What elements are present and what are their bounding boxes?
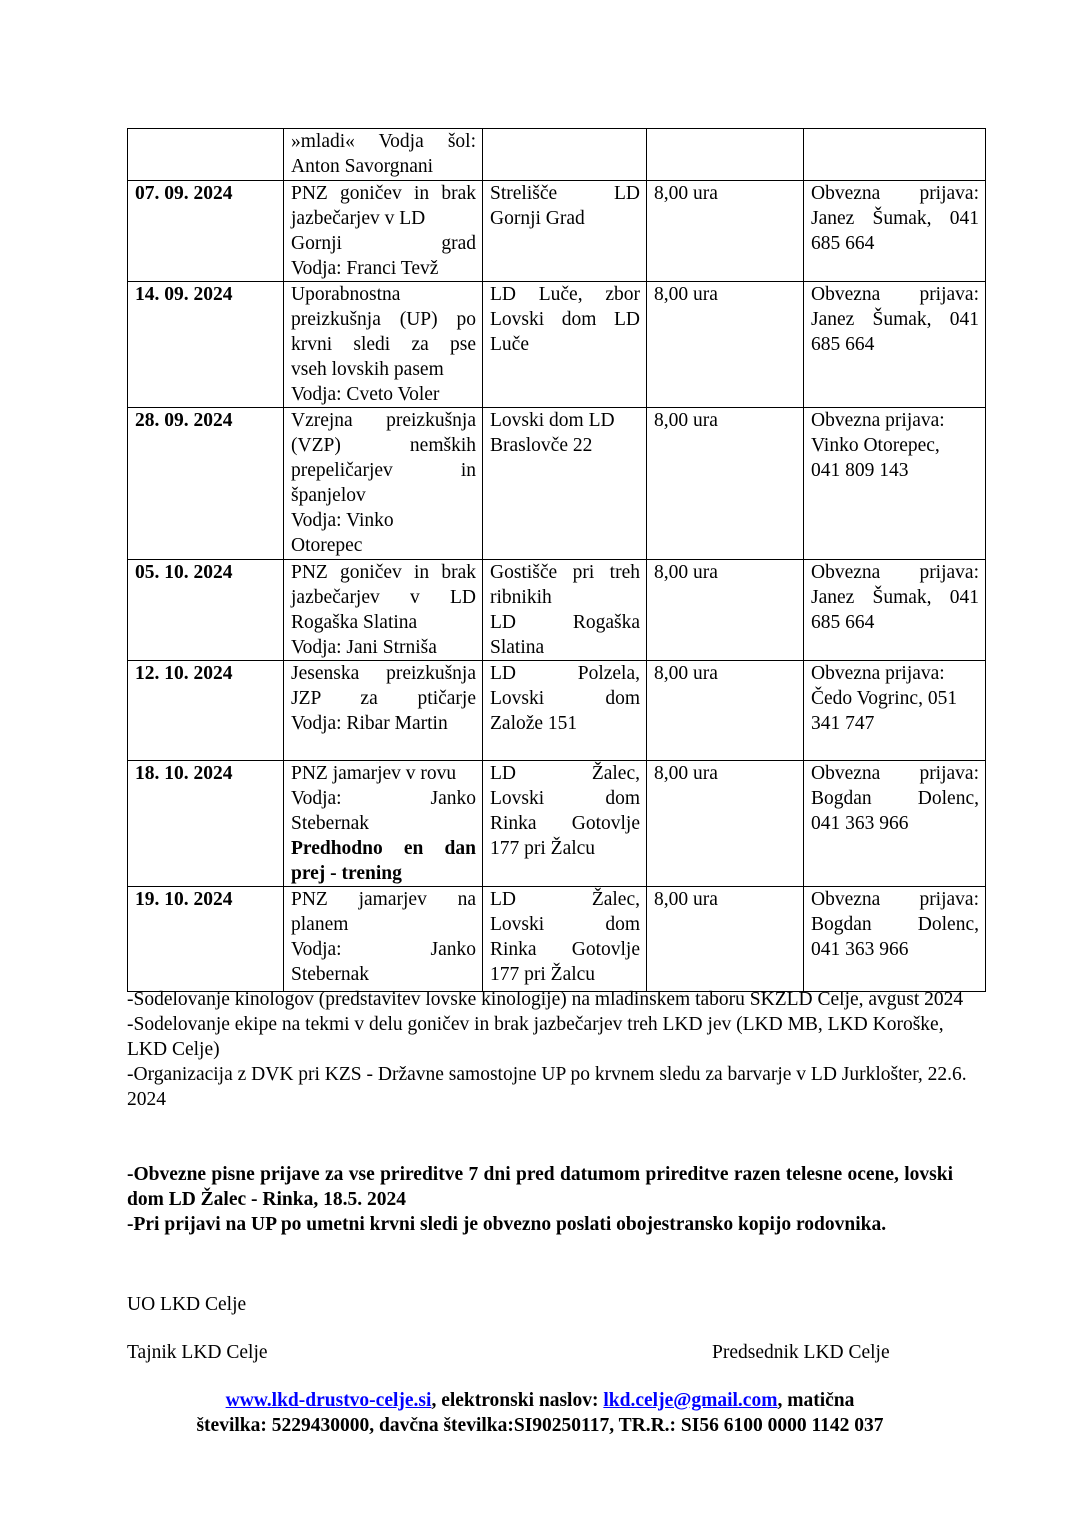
event-location-line: Gostišče pri treh bbox=[490, 562, 640, 583]
event-contact-line: 341 747 bbox=[811, 713, 875, 734]
event-contact-line: 041 363 966 bbox=[811, 939, 909, 960]
event-location bbox=[483, 761, 647, 887]
event-location-line: Lovski dom LD bbox=[490, 309, 640, 330]
event-description bbox=[284, 408, 483, 560]
event-contact-line: 685 664 bbox=[811, 334, 875, 355]
event-description-line: Vodja: Janko bbox=[291, 788, 476, 809]
event-date bbox=[128, 129, 284, 181]
event-location bbox=[483, 560, 647, 661]
event-location-line: ribnikih bbox=[490, 587, 552, 608]
event-location bbox=[483, 181, 647, 282]
schedule-row bbox=[128, 887, 986, 992]
event-description-line: PNZ jamarjev na bbox=[291, 889, 476, 910]
event-description bbox=[284, 560, 483, 661]
note-item: -Sodelovanje kinologov (predstavitev lovske kinologije) na mladinskem taboru SKZLD Celje, avgust 2024 bbox=[127, 989, 964, 1010]
event-description-line: Jesenska preizkušnja bbox=[291, 663, 476, 684]
event-location-line: Rinka Gotovlje bbox=[490, 813, 640, 834]
event-location-line: LD Polzela, bbox=[490, 663, 640, 684]
event-contact-line: Janez Šumak, 041 bbox=[811, 309, 979, 330]
event-time bbox=[647, 129, 804, 181]
event-location-line: Lovski dom LD bbox=[490, 410, 615, 431]
event-contact-line: Bogdan Dolenc, bbox=[811, 914, 979, 935]
event-date: 12. 10. 2024 bbox=[128, 661, 284, 761]
event-date: 07. 09. 2024 bbox=[128, 181, 284, 282]
event-location-line: Lovski dom bbox=[490, 914, 640, 935]
event-description-line: Gornji grad bbox=[291, 233, 476, 254]
event-contact bbox=[804, 282, 986, 408]
event-description-line: preizkušnja (UP) po bbox=[291, 309, 476, 330]
event-date: 18. 10. 2024 bbox=[128, 761, 284, 887]
event-location bbox=[483, 282, 647, 408]
event-contact-line: 685 664 bbox=[811, 233, 875, 254]
event-contact-line: 041 809 143 bbox=[811, 460, 909, 481]
event-description-line: Vodja: Vinko bbox=[291, 510, 394, 531]
event-contact-line: Obvezna prijava: bbox=[811, 663, 945, 684]
event-description-line: Uporabnostna bbox=[291, 284, 401, 305]
email-label: , elektronski naslov: bbox=[431, 1390, 604, 1411]
event-description-line: PNZ goničev in brak bbox=[291, 562, 476, 583]
event-description-line: Vodja: Cveto Voler bbox=[291, 384, 440, 405]
event-contact-line: Obvezna prijava: bbox=[811, 562, 979, 583]
event-location-line: Slatina bbox=[490, 637, 545, 658]
important-notice bbox=[127, 1162, 953, 1237]
schedule-row bbox=[128, 560, 986, 661]
event-description-line: »mladi« Vodja šol: bbox=[291, 131, 476, 152]
event-date: 19. 10. 2024 bbox=[128, 887, 284, 992]
event-time: 8,00 ura bbox=[647, 761, 804, 887]
event-description-line: Stebernak bbox=[291, 813, 369, 834]
schedule-row bbox=[128, 761, 986, 887]
event-time: 8,00 ura bbox=[647, 181, 804, 282]
event-description bbox=[284, 282, 483, 408]
event-note-line: Predhodno en dan bbox=[291, 838, 476, 859]
event-contact-line: Obvezna prijava: bbox=[811, 410, 945, 431]
schedule-row bbox=[128, 181, 986, 282]
registration-label: , matična bbox=[777, 1390, 855, 1411]
event-time: 8,00 ura bbox=[647, 282, 804, 408]
event-date: 14. 09. 2024 bbox=[128, 282, 284, 408]
footer-line-2: številka: 5229430000, davčna številka:SI90250117, TR.R.: SI56 6100 0000 1142 037 bbox=[196, 1415, 884, 1436]
event-description-line: Rogaška Slatina bbox=[291, 612, 418, 633]
notes-section bbox=[127, 987, 985, 1112]
event-description-line: JZP za ptičarje bbox=[291, 688, 476, 709]
event-description-line: jazbečarjev v LD bbox=[291, 587, 476, 608]
events-schedule-table bbox=[127, 128, 986, 992]
president-signature: Predsednik LKD Celje bbox=[712, 1342, 890, 1363]
event-description bbox=[284, 181, 483, 282]
event-time: 8,00 ura bbox=[647, 887, 804, 992]
event-contact bbox=[804, 761, 986, 887]
event-location-line: Strelišče LD bbox=[490, 183, 640, 204]
website-link[interactable]: www.lkd-drustvo-celje.si bbox=[225, 1390, 432, 1411]
event-time: 8,00 ura bbox=[647, 408, 804, 560]
schedule-row bbox=[128, 661, 986, 761]
event-description-line: Vodja: Ribar Martin bbox=[291, 713, 448, 734]
event-location-line: LD Žalec, bbox=[490, 763, 640, 784]
event-description-line: PNZ goničev in brak bbox=[291, 183, 476, 204]
event-description-line: Vodja: Jani Strniša bbox=[291, 637, 437, 658]
event-note-line: prej - trening bbox=[291, 863, 402, 884]
event-contact-line: Janez Šumak, 041 bbox=[811, 208, 979, 229]
event-description-line: Vodja: Janko bbox=[291, 939, 476, 960]
event-location-line: LD Žalec, bbox=[490, 889, 640, 910]
secretary-signature: Tajnik LKD Celje bbox=[127, 1342, 268, 1363]
event-description-line: PNZ jamarjev v rovu bbox=[291, 763, 457, 784]
event-contact-line: Obvezna prijava: bbox=[811, 183, 979, 204]
schedule-row bbox=[128, 282, 986, 408]
event-location-line: Rinka Gotovlje bbox=[490, 939, 640, 960]
event-contact-line: Vinko Otorepec, bbox=[811, 435, 940, 456]
event-contact-line: Janez Šumak, 041 bbox=[811, 587, 979, 608]
schedule-body bbox=[128, 129, 986, 992]
important-item: -Pri prijavi na UP po umetni krvni sledi je obvezno poslati obojestransko kopijo rodovnika. bbox=[127, 1214, 887, 1235]
organization-name: UO LKD Celje bbox=[127, 1294, 247, 1315]
event-contact-line: Obvezna prijava: bbox=[811, 889, 979, 910]
event-contact bbox=[804, 560, 986, 661]
note-item: -Organizacija z DVK pri KZS - Državne samostojne UP po krvnem sledu za barvarje v LD Jurklošter, 22.6. 2024 bbox=[127, 1064, 967, 1110]
email-link[interactable]: lkd.celje@gmail.com bbox=[603, 1390, 778, 1411]
event-description-line: vseh lovskih pasem bbox=[291, 359, 444, 380]
event-contact-line: Čedo Vogrinc, 051 bbox=[811, 688, 958, 709]
footer-contact bbox=[127, 1388, 953, 1438]
event-date: 28. 09. 2024 bbox=[128, 408, 284, 560]
event-description-line: planem bbox=[291, 914, 349, 935]
event-contact-line: 685 664 bbox=[811, 612, 875, 633]
event-contact-line: Obvezna prijava: bbox=[811, 284, 979, 305]
event-contact bbox=[804, 408, 986, 560]
event-description-line: Vodja: Franci Tevž bbox=[291, 258, 439, 279]
event-location bbox=[483, 661, 647, 761]
event-description bbox=[284, 661, 483, 761]
event-location-line: Založe 151 bbox=[490, 713, 578, 734]
important-item: -Obvezne pisne prijave za vse prireditve 7 dni pred datumom prireditve razen telesne ocene, lovski dom LD Žalec - Rinka, 18.5. 2024 bbox=[127, 1164, 953, 1210]
event-contact-line: 041 363 966 bbox=[811, 813, 909, 834]
footer-line-1 bbox=[127, 1388, 953, 1413]
schedule-row bbox=[128, 129, 986, 181]
event-location-line: Gornji Grad bbox=[490, 208, 585, 229]
event-date: 05. 10. 2024 bbox=[128, 560, 284, 661]
event-description-line: (VZP) nemških bbox=[291, 435, 476, 456]
event-contact bbox=[804, 181, 986, 282]
event-description-line: jazbečarjev v LD bbox=[291, 208, 426, 229]
event-location-line: 177 pri Žalcu bbox=[490, 838, 596, 859]
event-description bbox=[284, 129, 483, 181]
event-contact bbox=[804, 661, 986, 761]
event-location-line: Luče bbox=[490, 334, 529, 355]
event-location-line: LD Rogaška bbox=[490, 612, 640, 633]
event-description-line: Otorepec bbox=[291, 535, 363, 556]
event-description-line: Vzrejna preizkušnja bbox=[291, 410, 476, 431]
event-location-line: 177 pri Žalcu bbox=[490, 964, 596, 985]
event-contact bbox=[804, 887, 986, 992]
event-location-line: LD Luče, zbor bbox=[490, 284, 640, 305]
event-location-line: Lovski dom bbox=[490, 788, 640, 809]
event-description-line: Anton Savorgnani bbox=[291, 156, 434, 177]
event-location bbox=[483, 887, 647, 992]
event-location-line: Braslovče 22 bbox=[490, 435, 593, 456]
event-location bbox=[483, 129, 647, 181]
event-contact-line: Obvezna prijava: bbox=[811, 763, 979, 784]
event-time: 8,00 ura bbox=[647, 560, 804, 661]
note-item: -Sodelovanje ekipe na tekmi v delu goničev in brak jazbečarjev treh LKD jev (LKD MB, LKD Koroške, LKD Celje) bbox=[127, 1014, 944, 1060]
event-description-line: krvni sledi za pse bbox=[291, 334, 476, 355]
event-contact-line: Bogdan Dolenc, bbox=[811, 788, 979, 809]
event-contact bbox=[804, 129, 986, 181]
event-location-line: Lovski dom bbox=[490, 688, 640, 709]
event-description-line: španjelov bbox=[291, 485, 366, 506]
event-description-line: prepeličarjev in bbox=[291, 460, 476, 481]
event-location bbox=[483, 408, 647, 560]
event-description-line: Stebernak bbox=[291, 964, 369, 985]
schedule-row bbox=[128, 408, 986, 560]
event-description bbox=[284, 887, 483, 992]
event-time: 8,00 ura bbox=[647, 661, 804, 761]
event-description bbox=[284, 761, 483, 887]
